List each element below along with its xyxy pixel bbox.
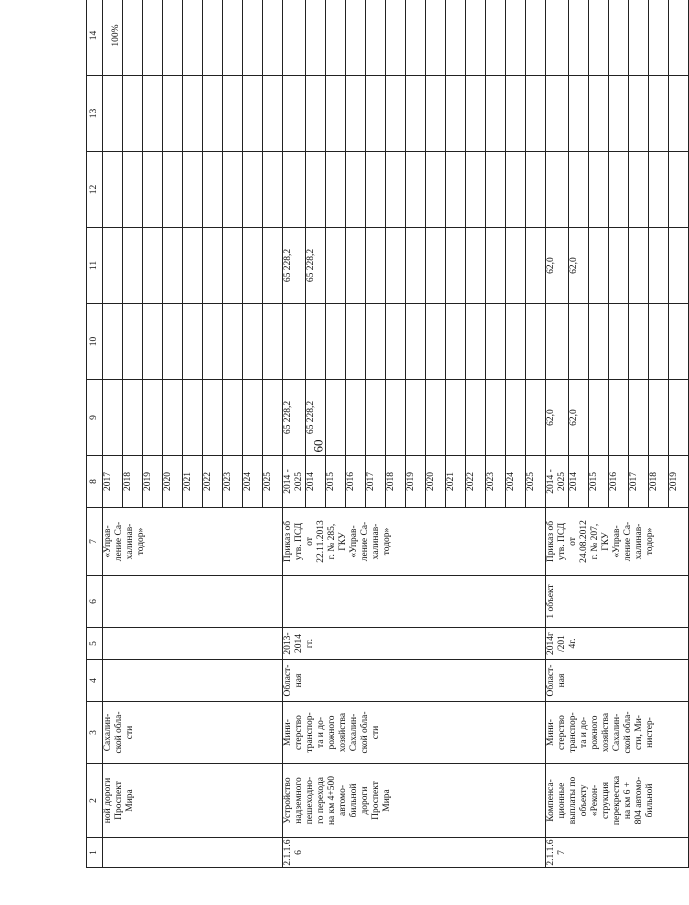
cell-col11: [263, 228, 283, 304]
cell-col13: [506, 76, 526, 152]
cell-year: 2018: [123, 456, 143, 508]
cell-year: 2025: [263, 456, 283, 508]
cell-year: 2020: [426, 456, 446, 508]
program-table: [86, 0, 689, 868]
cell-col13: [466, 76, 486, 152]
cell-year: 2017: [629, 456, 649, 508]
cell-col11: 62,0: [546, 228, 569, 304]
cell-col11: [346, 228, 366, 304]
cell-col10: [506, 304, 526, 380]
cell-col14: [346, 0, 366, 76]
cell-col14: [546, 0, 569, 76]
cell-col12: [103, 152, 123, 228]
cell-doc: Приказ об утв. ПСД от 22.11.2013 г. № 285, ГКУ «Управ- ление Са- халинав- тодор»: [283, 508, 546, 576]
cell-col12: [406, 152, 426, 228]
cell-col11: [426, 228, 446, 304]
cell-col9: [649, 380, 669, 456]
cell-col9: [366, 380, 386, 456]
cell-col11: [609, 228, 629, 304]
cell-col10: [283, 304, 306, 380]
cell-col11: [103, 228, 123, 304]
col-header-10: 10: [87, 304, 103, 380]
cell-responsible: Сахалин- ской обла- сти: [103, 702, 283, 764]
cell-col12: [123, 152, 143, 228]
cell-year: 2016: [346, 456, 366, 508]
cell-col9: [426, 380, 446, 456]
cell-year: 2017: [103, 456, 123, 508]
cell-col9: 65 228,2: [283, 380, 306, 456]
cell-year: 2025: [526, 456, 546, 508]
cell-col12: [223, 152, 243, 228]
cell-col14: [326, 0, 346, 76]
cell-col12: [203, 152, 223, 228]
cell-col12: [446, 152, 466, 228]
col-header-2: 2: [87, 764, 103, 838]
col-header-12: 12: [87, 152, 103, 228]
cell-year: 2019: [669, 456, 689, 508]
cell-col14: [283, 0, 306, 76]
cell-col12: [346, 152, 366, 228]
cell-col11: [163, 228, 183, 304]
col-header-7: 7: [87, 508, 103, 576]
cell-col11: [406, 228, 426, 304]
table-frame: [86, 24, 679, 868]
cell-col13: [366, 76, 386, 152]
cell-col14: [163, 0, 183, 76]
cell-col10: [669, 304, 689, 380]
cell-col12: [486, 152, 506, 228]
cell-year: 2014 - 2025: [283, 456, 306, 508]
cell-col12: [163, 152, 183, 228]
cell-col14: [669, 0, 689, 76]
cell-col9: [243, 380, 263, 456]
cell-name: Устройство надземного пешеходно- го перехода на км 4+500 автомо- бильной дороги Проспект Мира: [283, 764, 546, 838]
cell-col11: 62,0: [569, 228, 589, 304]
cell-col14: [406, 0, 426, 76]
cell-col13: [223, 76, 243, 152]
cell-col13: [486, 76, 506, 152]
cell-col13: [123, 76, 143, 152]
cell-col12: [669, 152, 689, 228]
cell-code: 2.1.1.6 6: [283, 838, 546, 868]
cell-col9: [589, 380, 609, 456]
cell-year: 2021: [183, 456, 203, 508]
cell-col10: [569, 304, 589, 380]
cell-col12: [506, 152, 526, 228]
cell-col9: [203, 380, 223, 456]
table-row: [546, 0, 569, 868]
cell-year: 2021: [446, 456, 466, 508]
cell-col14: [183, 0, 203, 76]
cell-col13: [263, 76, 283, 152]
cell-year: 2019: [406, 456, 426, 508]
cell-col13: [283, 76, 306, 152]
cell-col11: [649, 228, 669, 304]
cell-col14: [263, 0, 283, 76]
cell-responsible: Мини- стерство транспор- та и до- рожного хозяйства Сахалин- ской обла- сти: [283, 702, 546, 764]
cell-col13: [163, 76, 183, 152]
cell-col10: [546, 304, 569, 380]
cell-col12: [546, 152, 569, 228]
cell-col11: [386, 228, 406, 304]
cell-period: 2014г /201 4г.: [546, 628, 689, 660]
cell-col10: [143, 304, 163, 380]
cell-col10: [649, 304, 669, 380]
cell-budget: Област- ная: [283, 660, 546, 702]
cell-col13: [546, 76, 569, 152]
cell-col13: [386, 76, 406, 152]
cell-col9: [506, 380, 526, 456]
cell-col9: [123, 380, 143, 456]
cell-col14: [649, 0, 669, 76]
cell-col12: [263, 152, 283, 228]
cell-col10: [446, 304, 466, 380]
cell-year: 2023: [486, 456, 506, 508]
cell-col10: [243, 304, 263, 380]
cell-col14: [466, 0, 486, 76]
cell-col12: [243, 152, 263, 228]
cell-doc: «Управ- ление Са- халинав- тодор»: [103, 508, 283, 576]
cell-col10: [346, 304, 366, 380]
cell-col14: [243, 0, 263, 76]
cell-col11: [326, 228, 346, 304]
cell-col13: [589, 76, 609, 152]
cell-year: 2022: [203, 456, 223, 508]
cell-period: [103, 628, 283, 660]
cell-col11: [366, 228, 386, 304]
cell-col12: [609, 152, 629, 228]
table-body: [87, 0, 689, 868]
cell-code: [103, 838, 283, 868]
cell-col13: [243, 76, 263, 152]
page-number: 60: [310, 439, 326, 453]
cell-col14: [143, 0, 163, 76]
cell-col13: [649, 76, 669, 152]
cell-col14: [506, 0, 526, 76]
cell-qty: [103, 576, 283, 628]
cell-col9: [406, 380, 426, 456]
cell-col14: [629, 0, 649, 76]
col-header-14: 14: [87, 0, 103, 76]
cell-col11: [669, 228, 689, 304]
cell-col10: [486, 304, 506, 380]
col-header-6: 6: [87, 576, 103, 628]
cell-col12: [183, 152, 203, 228]
cell-col11: 65 228,2: [283, 228, 306, 304]
cell-year: 2014: [306, 456, 326, 508]
col-header-3: 3: [87, 702, 103, 764]
cell-col10: [386, 304, 406, 380]
cell-col12: [629, 152, 649, 228]
cell-col14: [386, 0, 406, 76]
cell-col11: [526, 228, 546, 304]
cell-name: Компенса- ционные выплаты по объекту «Рекон- струкция перекрестка на км 6 + 804 автомо- бильной: [546, 764, 689, 838]
cell-col13: [326, 76, 346, 152]
cell-col9: [326, 380, 346, 456]
cell-col10: [223, 304, 243, 380]
cell-col9: 62,0: [546, 380, 569, 456]
cell-col14: [223, 0, 243, 76]
cell-year: 2017: [366, 456, 386, 508]
cell-col14: [609, 0, 629, 76]
col-header-8: 8: [87, 456, 103, 508]
cell-col14: [203, 0, 223, 76]
cell-col10: [609, 304, 629, 380]
table-row: [283, 0, 306, 868]
cell-col9: [163, 380, 183, 456]
cell-name: ной дороги Проспект Мира: [103, 764, 283, 838]
cell-col12: [589, 152, 609, 228]
cell-col12: [386, 152, 406, 228]
cell-col11: [203, 228, 223, 304]
cell-budget: Област- ная: [546, 660, 689, 702]
cell-period: 2013- 2014 гг.: [283, 628, 546, 660]
header-row: [87, 0, 103, 868]
cell-col10: [163, 304, 183, 380]
cell-col9: [103, 380, 123, 456]
cell-col14: [446, 0, 466, 76]
cell-col12: [143, 152, 163, 228]
cell-col10: [466, 304, 486, 380]
cell-col11: [466, 228, 486, 304]
cell-col13: [183, 76, 203, 152]
cell-col14: [589, 0, 609, 76]
cell-col13: [446, 76, 466, 152]
cell-col11: 65 228,2: [306, 228, 326, 304]
cell-col10: [366, 304, 386, 380]
cell-col9: [466, 380, 486, 456]
rotated-table: [86, 24, 679, 868]
cell-col9: [143, 380, 163, 456]
cell-col12: [569, 152, 589, 228]
cell-year: 2023: [223, 456, 243, 508]
cell-col9: [669, 380, 689, 456]
cell-col12: [326, 152, 346, 228]
cell-year: 2018: [386, 456, 406, 508]
cell-year: 2018: [649, 456, 669, 508]
cell-col9: [223, 380, 243, 456]
cell-col14: [123, 0, 143, 76]
cell-col9: [183, 380, 203, 456]
cell-col9: [446, 380, 466, 456]
col-header-13: 13: [87, 76, 103, 152]
cell-col13: [143, 76, 163, 152]
col-header-1: 1: [87, 838, 103, 868]
cell-col11: [183, 228, 203, 304]
cell-col12: [283, 152, 306, 228]
cell-col9: [486, 380, 506, 456]
cell-col14: [486, 0, 506, 76]
cell-qty: [283, 576, 546, 628]
cell-col14: [426, 0, 446, 76]
cell-col10: [589, 304, 609, 380]
cell-col9: [609, 380, 629, 456]
cell-col9: [346, 380, 366, 456]
cell-col14: [306, 0, 326, 76]
cell-col10: [426, 304, 446, 380]
cell-col13: [346, 76, 366, 152]
cell-year: 2014: [569, 456, 589, 508]
cell-col10: [526, 304, 546, 380]
cell-col14: [569, 0, 589, 76]
cell-col10: [183, 304, 203, 380]
cell-col11: [589, 228, 609, 304]
cell-col10: [103, 304, 123, 380]
cell-col11: [143, 228, 163, 304]
cell-col10: [203, 304, 223, 380]
cell-col13: [629, 76, 649, 152]
cell-col14: 100%: [103, 0, 123, 76]
cell-col14: [526, 0, 546, 76]
cell-year: 2020: [163, 456, 183, 508]
cell-col12: [466, 152, 486, 228]
cell-col13: [103, 76, 123, 152]
cell-col13: [609, 76, 629, 152]
cell-year: 2016: [609, 456, 629, 508]
cell-col9: [526, 380, 546, 456]
col-header-9: 9: [87, 380, 103, 456]
cell-budget: [103, 660, 283, 702]
cell-col13: [669, 76, 689, 152]
cell-col11: [243, 228, 263, 304]
cell-year: 2015: [589, 456, 609, 508]
cell-code: 2.1.1.6 7: [546, 838, 689, 868]
cell-col9: [263, 380, 283, 456]
cell-qty: 1 объект: [546, 576, 689, 628]
col-header-5: 5: [87, 628, 103, 660]
cell-col13: [426, 76, 446, 152]
cell-col10: [406, 304, 426, 380]
col-header-4: 4: [87, 660, 103, 702]
cell-col10: [306, 304, 326, 380]
cell-col13: [569, 76, 589, 152]
cell-col9: 62,0: [569, 380, 589, 456]
cell-col13: [406, 76, 426, 152]
cell-col9: 65 228,2: [306, 380, 326, 456]
cell-col11: [486, 228, 506, 304]
cell-col11: [506, 228, 526, 304]
cell-col10: [326, 304, 346, 380]
cell-col14: [366, 0, 386, 76]
cell-year: 2024: [243, 456, 263, 508]
cell-col12: [366, 152, 386, 228]
cell-col12: [526, 152, 546, 228]
col-header-11: 11: [87, 228, 103, 304]
cell-year: 2014 - 2025: [546, 456, 569, 508]
cell-col12: [426, 152, 446, 228]
cell-col10: [263, 304, 283, 380]
cell-responsible: Мини- стерство транспор- та и до- рожного хозяйства Сахалин- ской обла- сти, Ми- нистер-: [546, 702, 689, 764]
cell-col10: [629, 304, 649, 380]
cell-col11: [446, 228, 466, 304]
cell-col11: [223, 228, 243, 304]
cell-col11: [123, 228, 143, 304]
cell-year: 2015: [326, 456, 346, 508]
cell-col13: [306, 76, 326, 152]
cell-col11: [629, 228, 649, 304]
cell-col13: [203, 76, 223, 152]
cell-col12: [306, 152, 326, 228]
cell-year: 2022: [466, 456, 486, 508]
cell-doc: Приказ об утв. ПСД от 24.08.2012 г. № 207, ГКУ «Управ- ление Са- халинав- тодор»: [546, 508, 689, 576]
cell-col10: [123, 304, 143, 380]
cell-col9: [386, 380, 406, 456]
cell-col9: [629, 380, 649, 456]
cell-year: 2024: [506, 456, 526, 508]
cell-col13: [526, 76, 546, 152]
cell-year: 2019: [143, 456, 163, 508]
cell-col12: [649, 152, 669, 228]
table-row: [103, 0, 123, 868]
